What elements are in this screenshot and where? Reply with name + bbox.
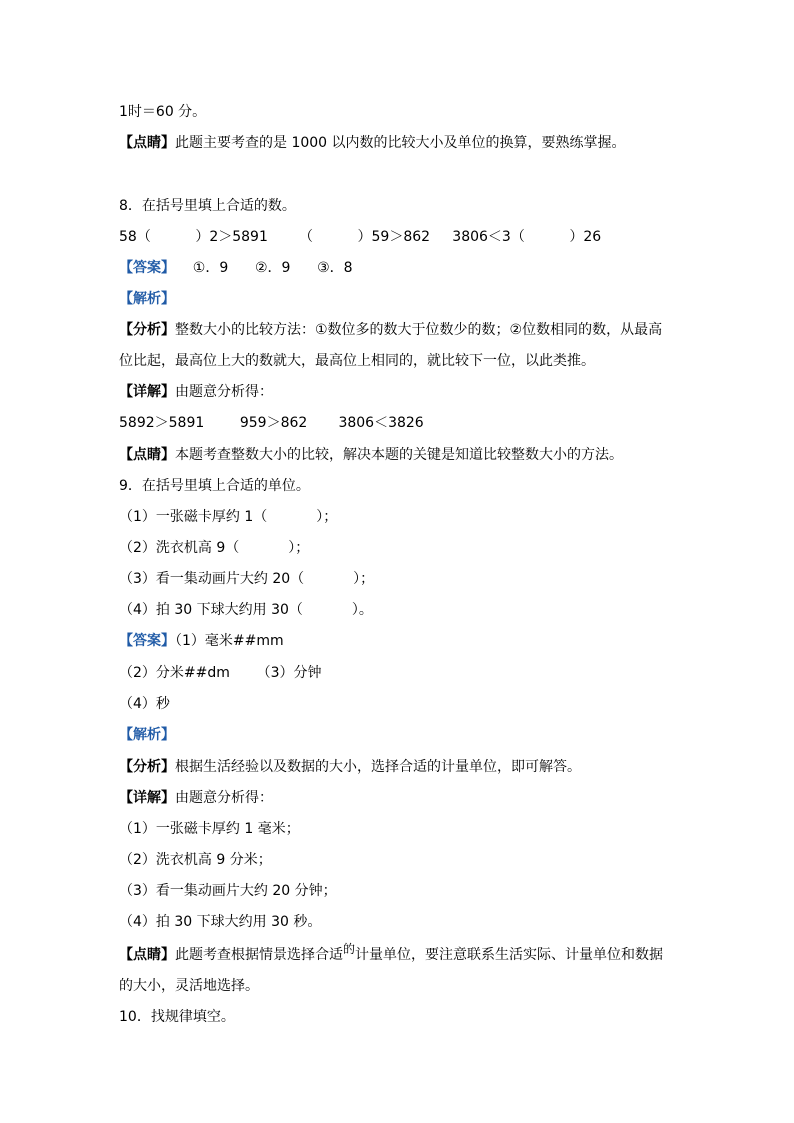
xiangjie-tag: 【详解】	[119, 384, 175, 400]
answer-tag: 【答案】	[119, 260, 175, 276]
dianjing-tag: 【点睛】	[119, 135, 175, 151]
jiexi-tag: 【解析】	[119, 727, 175, 743]
detail-line: （1）一张磁卡厚约 1 毫米；	[119, 821, 300, 837]
fenxi-line	[119, 321, 662, 339]
answer-text: ①．9 ②．9 ③．8	[175, 260, 353, 276]
dianjing-line-cont: 的大小，灵活地选择。	[119, 978, 259, 994]
question-9-item: （1）一张磁卡厚约 1（ ）；	[119, 509, 338, 525]
dianjing-text: 计量单位，要注意联系生活实际、计量单位和数据	[355, 947, 664, 963]
jiexi-line	[119, 726, 175, 744]
dianjing-tag: 【点睛】	[119, 447, 175, 463]
question-10-title: 10．找规律填空。	[119, 1009, 235, 1025]
dianjing-text-raised: 的	[343, 942, 356, 956]
answer-line-cont: （4）秒	[119, 696, 170, 712]
fenxi-tag: 【分析】	[119, 322, 175, 338]
question-9-item: （2）洗衣机高 9（ ）；	[119, 540, 310, 556]
detail-line: （4）拍 30 下球大约用 30 秒。	[119, 914, 322, 930]
dianjing-line	[119, 446, 623, 464]
detail-line: （3）看一集动画片大约 20 分钟；	[119, 883, 337, 899]
question-9-item: （3）看一集动画片大约 20（ ）；	[119, 571, 375, 587]
dianjing-text: 此题主要考查的是 1000 以内数的比较大小及单位的换算，要熟练掌握。	[175, 135, 626, 151]
fenxi-text: 根据生活经验以及数据的大小，选择合适的计量单位，即可解答。	[175, 759, 581, 775]
question-9-title: 9．在括号里填上合适的单位。	[119, 478, 310, 494]
detail-line: 5892＞5891 959＞862 3806＜3826	[119, 415, 424, 431]
dianjing-text: 本题考查整数大小的比较，解决本题的关键是知道比较整数大小的方法。	[175, 447, 623, 463]
jiexi-tag: 【解析】	[119, 291, 175, 307]
xiangjie-text: 由题意分析得：	[175, 790, 273, 806]
question-8-title: 8．在括号里填上合适的数。	[119, 198, 296, 214]
answer-text: （1）毫米##mm	[175, 633, 284, 649]
fenxi-line	[119, 758, 581, 776]
detail-line: （2）洗衣机高 9 分米；	[119, 852, 272, 868]
xiangjie-line	[119, 789, 273, 807]
answer-line-cont: （2）分米##dm （3）分钟	[119, 665, 322, 681]
fenxi-line-cont: 位比起，最高位上大的数就大，最高位上相同的，就比较下一位，以此类推。	[119, 353, 595, 369]
xiangjie-text: 由题意分析得：	[175, 384, 273, 400]
answer-line	[119, 632, 284, 650]
fenxi-text: 整数大小的比较方法：①数位多的数大于位数少的数；②位数相同的数，从最高	[175, 322, 663, 338]
question-8-blanks: 58（ ）2＞5891 （ ）59＞862 3806＜3（ ）26	[119, 229, 602, 245]
answer-line	[119, 259, 353, 277]
dianjing-line	[119, 134, 626, 152]
dianjing-tag: 【点睛】	[119, 947, 175, 963]
xiangjie-tag: 【详解】	[119, 790, 175, 806]
text-line: 1时＝60 分。	[119, 104, 207, 120]
xiangjie-line	[119, 383, 273, 401]
dianjing-text: 此题考查根据情景选择合适	[175, 947, 343, 963]
jiexi-line	[119, 290, 175, 308]
question-9-item: （4）拍 30 下球大约用 30（ ）。	[119, 602, 373, 618]
fenxi-tag: 【分析】	[119, 759, 175, 775]
answer-tag: 【答案】	[119, 633, 175, 649]
dianjing-line	[119, 942, 664, 964]
